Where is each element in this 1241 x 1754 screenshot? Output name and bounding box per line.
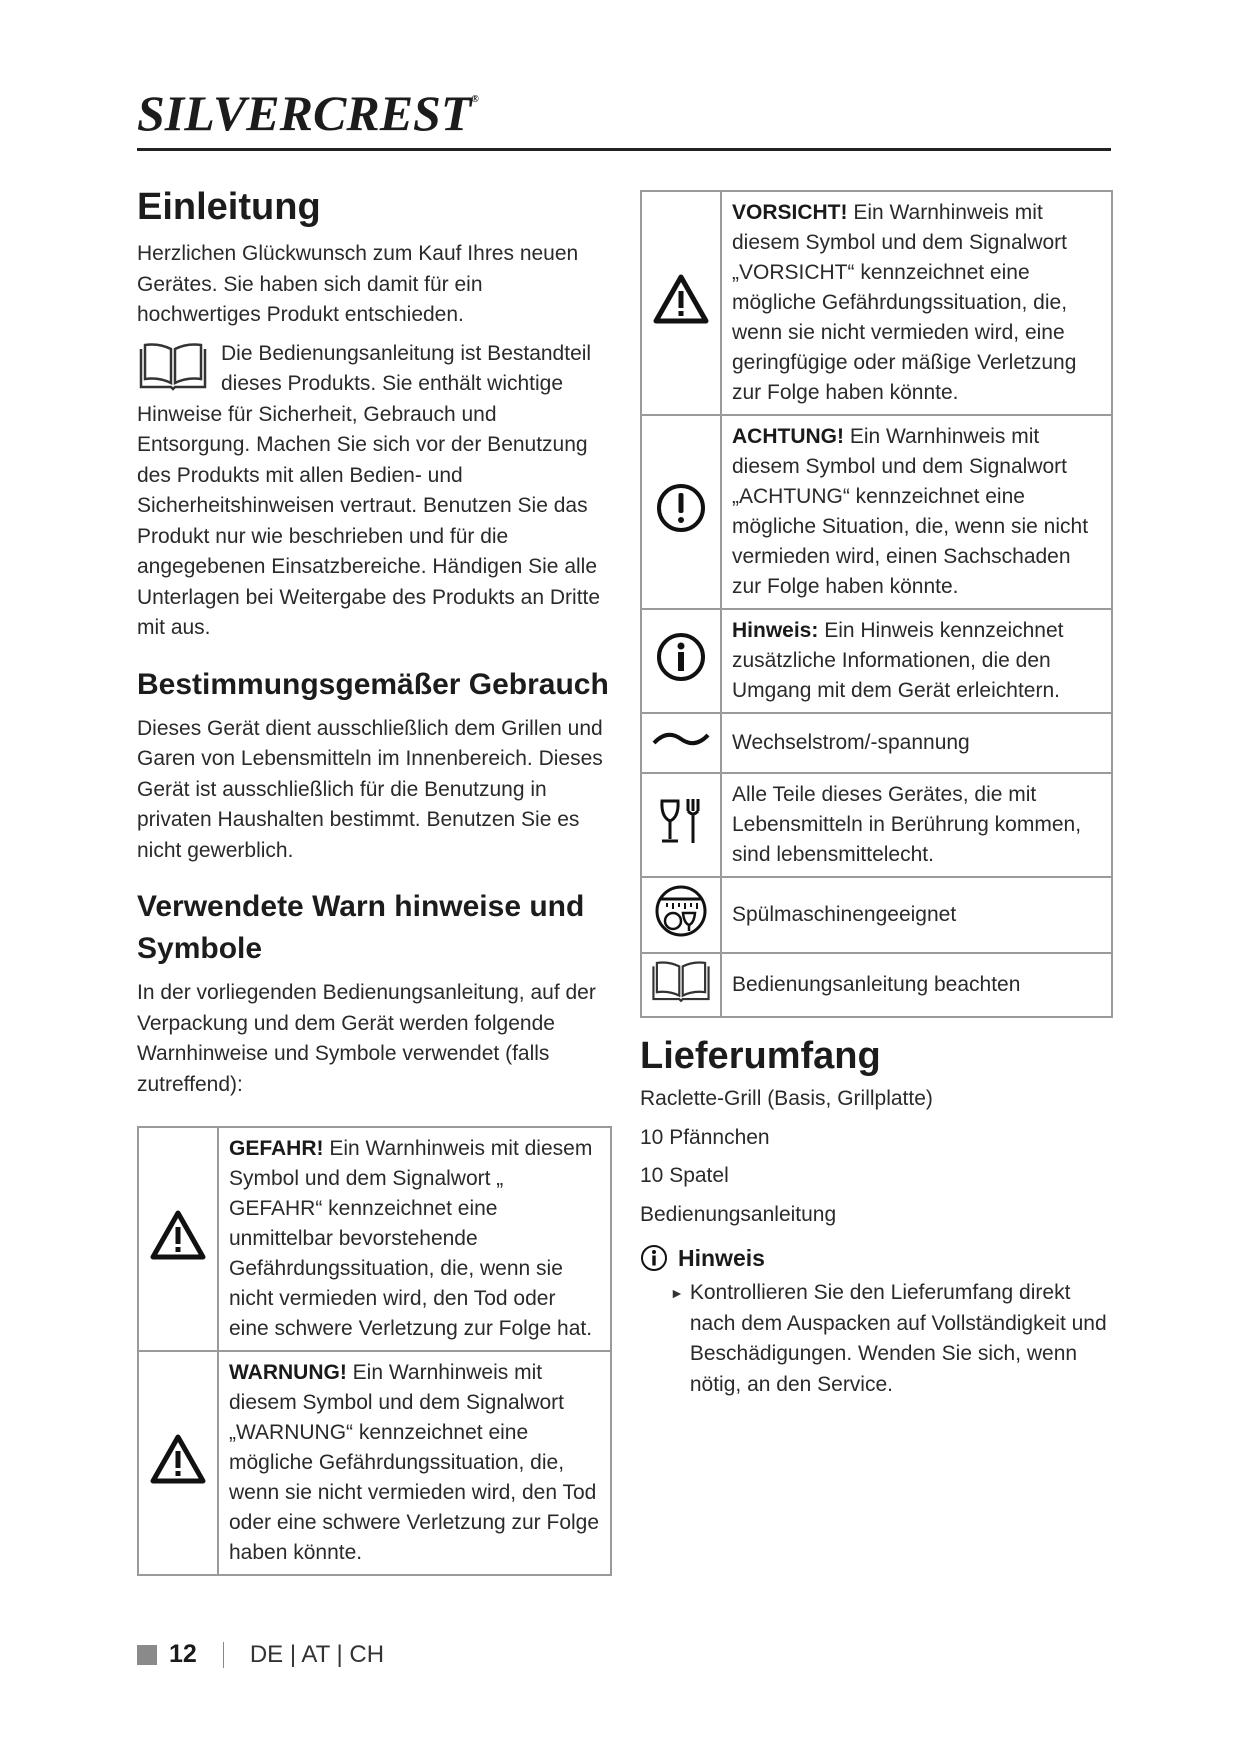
footer-divider: [223, 1642, 224, 1668]
table-row: [641, 609, 1112, 713]
scope-section: [640, 1034, 1113, 1408]
table-row: [641, 415, 1112, 609]
table-icon-cell: [641, 609, 721, 713]
table-text-cell: Alle Teile dieses Gerätes, die mit Lebensmitteln in Berührung kommen, sind lebensmittelecht.: [721, 773, 1112, 877]
warnings-table-right: [640, 190, 1113, 1018]
dishwasher-safe-icon: [653, 883, 709, 939]
table-icon-cell: [138, 1127, 218, 1351]
food-safe-icon: [656, 795, 706, 847]
list-item: 10 Pfännchen: [640, 1125, 770, 1149]
left-column: [137, 185, 612, 1576]
arrow-bullet-icon: ►: [670, 1285, 684, 1301]
scope-note-text: Kontrollieren Sie den Lieferumfang direkt nach dem Auspacken auf Vollständigkeit und Beschädigungen. Wenden Sie sich, wenn nötig, an den Service.: [689, 1281, 1107, 1396]
scope-note-header: [640, 1244, 1113, 1272]
table-text-cell: ACHTUNG! Ein Warnhinweis mit diesem Symbol und dem Signalwort „ACHTUNG“ kennzeichnet eine mögliche Situation, die, wenn sie nicht vermieden wird, einen Sachschaden zur Folge haben könnte.: [721, 415, 1112, 609]
intended-use-para: Dieses Gerät dient ausschließlich dem Grillen und Garen von Lebensmitteln im Innenbereich. Dieses Gerät ist ausschließlich für die Benutzung in privaten Haushalten bestimmt. Benutzen Sie es nicht gewerblich.: [137, 716, 603, 862]
manual-book-icon: [137, 341, 209, 391]
table-text-cell: WARNUNG! Ein Warnhinweis mit diesem Symbol und dem Signalwort „WARNUNG“ kennzeichnet eine mögliche Gefährdungssituation, die, wenn sie nicht vermieden wird, den Tod oder eine schwere Verletzung zur Folge haben könnte.: [218, 1351, 611, 1575]
page-number: 12: [169, 1640, 197, 1668]
right-column: [640, 190, 1113, 1408]
intro-manual-note: [137, 339, 612, 644]
table-text-cell: Spülmaschinengeeignet: [721, 877, 1112, 953]
brand-logo: SILVERCREST®: [137, 85, 479, 141]
scope-title: Lieferumfang: [640, 1035, 881, 1077]
table-icon-cell: [641, 713, 721, 773]
table-icon-cell: [641, 877, 721, 953]
warning-triangle-icon: [652, 273, 710, 325]
exclamation-circle-icon: [655, 482, 707, 534]
table-row: [641, 713, 1112, 773]
table-icon-cell: [641, 415, 721, 609]
warnings-title: Verwendete Warn hinweise und Symbole: [137, 890, 585, 965]
table-text-cell: Hinweis: Ein Hinweis kennzeichnet zusätzliche Informationen, die den Umgang mit dem Gerät erleichtern.: [721, 609, 1112, 713]
warning-triangle-icon: [149, 1209, 207, 1261]
table-icon-cell: [641, 773, 721, 877]
intended-use-title: Bestimmungsgemäßer Gebrauch: [137, 667, 609, 701]
scope-note-label: Hinweis: [678, 1244, 765, 1271]
table-icon-cell: [138, 1351, 218, 1575]
scope-note-body: [670, 1278, 1113, 1408]
table-text-cell: Wechselstrom/-spannung: [721, 713, 1112, 773]
footer-square-icon: [137, 1645, 157, 1665]
intro-para2: Die Bedienungsanleitung ist Bestandteil dieses Produkts. Sie enthält wichtige Hinweise für Sicherheit, Gebrauch und Entsorgung. Machen Sie sich vor der Benutzung des Produkts mit allen Bedien- und Sicherheitshinweisen vertraut. Benutzen Sie das Produkt nur wie beschrieben und für die angegebenen Einsatzbereiche. Händigen Sie alle Unterlagen bei Weitergabe des Produkts an Dritte mit aus.: [137, 341, 601, 639]
table-text-cell: Bedienungsanleitung beachten: [721, 953, 1112, 1017]
info-circle-icon: [655, 631, 707, 683]
table-row: [138, 1127, 611, 1351]
language-codes: DE | AT | CH: [249, 1640, 385, 1668]
table-icon-cell: [641, 953, 721, 1017]
warnings-table-left: [137, 1126, 612, 1576]
table-icon-cell: [641, 191, 721, 415]
table-row: [641, 877, 1112, 953]
alternating-current-icon: [650, 727, 712, 751]
list-item: Bedienungsanleitung: [640, 1202, 837, 1226]
header-rule: [137, 148, 1111, 151]
table-row: [641, 953, 1112, 1017]
table-text-cell: GEFAHR! Ein Warnhinweis mit diesem Symbol und dem Signalwort „ GEFAHR“ kennzeichnet eine unmittelbar bevorstehende Gefährdungssituation, die, wenn sie nicht vermieden wird, den Tod oder eine schwere Verletzung zur Folge hat.: [218, 1127, 611, 1351]
table-row: [641, 191, 1112, 415]
warnings-para: In der vorliegenden Bedienungsanleitung, auf der Verpackung und dem Gerät werden folgende Warnhinweise und Symbole verwendet (falls zutreffend):: [137, 981, 596, 1096]
warning-triangle-icon: [149, 1433, 207, 1485]
table-row: [138, 1351, 611, 1575]
table-row: [641, 773, 1112, 877]
list-item: 10 Spatel: [640, 1164, 729, 1187]
page-footer: [137, 1640, 384, 1669]
intro-title: Einleitung: [137, 186, 321, 228]
manual-book-icon: [650, 959, 712, 1003]
table-text-cell: VORSICHT! Ein Warnhinweis mit diesem Symbol und dem Signalwort „VORSICHT“ kennzeichnet eine mögliche Gefährdungssituation, die, wenn sie nicht vermieden wird, eine geringfügige oder mäßige Verletzung zur Folge haben könnte.: [721, 191, 1112, 415]
intro-para1: Herzlichen Glückwunsch zum Kauf Ihres neuen Gerätes. Sie haben sich damit für ein hochwertiges Produkt entschieden.: [137, 242, 579, 326]
info-circle-icon: [640, 1244, 668, 1272]
list-item: Raclette-Grill (Basis, Grillplatte): [640, 1087, 933, 1110]
